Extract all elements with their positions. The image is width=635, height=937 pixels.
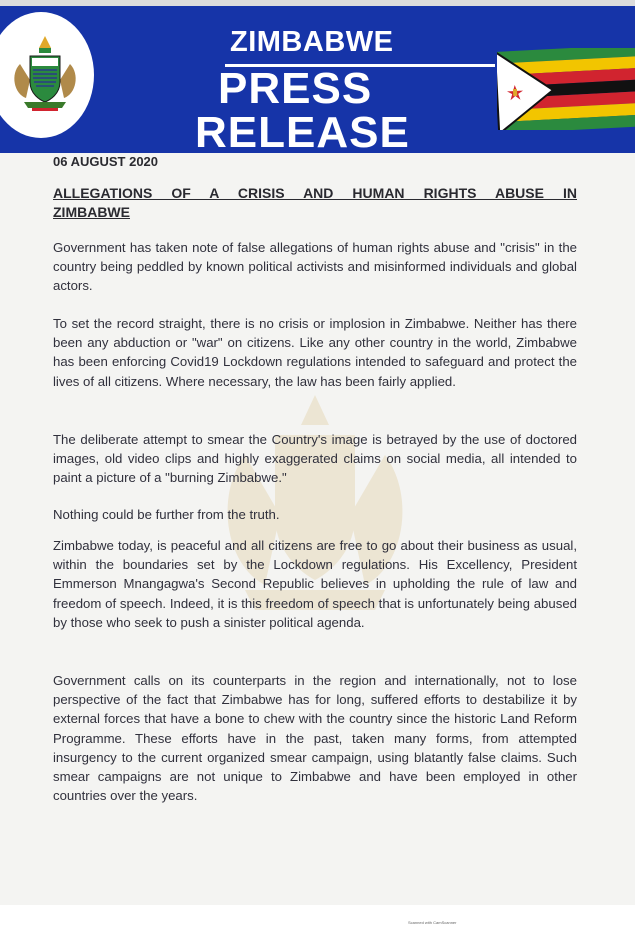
paragraph-6: Government calls on its counterparts in the region and internationally, not to lose perspective of the fact that Zimbabwe has for long, suffered efforts to destabilize it by external forces that have a bone to chew with the country since the historic Land Reform Programme. These efforts have in the past, taken many forms, from attempted insurgency to the current organized smear campaign, using blatantly false claims. Such smear campaigns are not unique to Zimbabwe and have been employed in other countries over the years. — [53, 673, 577, 804]
release-headline: ALLEGATIONS OF A CRISIS AND HUMAN RIGHTS ABUSE IN ZIMBABWE — [53, 185, 577, 220]
paragraph-4: Nothing could be further from the truth. — [53, 507, 280, 522]
scanner-note: Scanned with CamScanner — [408, 920, 457, 925]
paragraph-3: The deliberate attempt to smear the Country's image is betrayed by the use of doctored images, old video clips and highly exaggerated claims on social media, all intended to paint a picture of a "burning Zimbabwe." — [53, 432, 577, 486]
footer-band — [0, 905, 635, 937]
coat-of-arms-icon — [6, 34, 84, 112]
paragraph-2: To set the record straight, there is no crisis or implosion in Zimbabwe. Neither has there been any abduction or "war" on citizens. Like any other country in the world, Zimbabwe has been enforcing Covid19 Lockdown regulations intended to safeguard and protect the lives of all citizens. Where necessary, the law has been fairly applied. — [53, 316, 577, 389]
paragraph-5: Zimbabwe today, is peaceful and all citizens are free to go about their business as usual, within the boundaries set by the Lockdown regulations. His Excellency, President Emmerson Mnangagwa's Second Republic believes in upholding the rule of law and freedom of speech. Indeed, it is this freedom of speech that is unfortunately being abused by those who seek to push a sinister political agenda. — [53, 538, 577, 630]
country-title: ZIMBABWE — [230, 26, 394, 58]
zimbabwe-flag-icon — [497, 48, 635, 130]
press-release-banner — [0, 6, 635, 153]
release-title: RELEASE — [195, 108, 410, 153]
press-title: PRESS — [218, 64, 373, 113]
paragraph-1: Government has taken note of false allegations of human rights abuse and "crisis" in the country being peddled by known political activists and misinformed individuals and global actors. — [53, 240, 577, 294]
emblem-badge — [0, 12, 94, 138]
release-date: 06 AUGUST 2020 — [53, 154, 159, 169]
